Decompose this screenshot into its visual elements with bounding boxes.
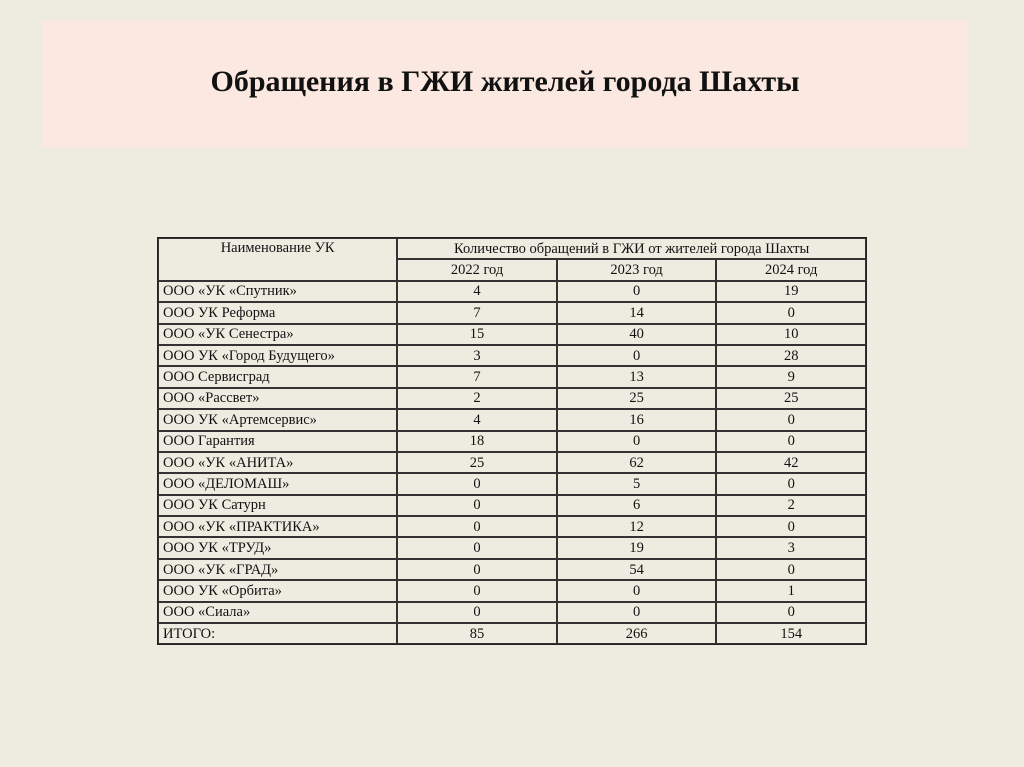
company-name: ООО Сервисград: [158, 366, 397, 387]
appeal-count: 25: [716, 388, 866, 409]
table-row: [158, 602, 866, 623]
table-row: [158, 516, 866, 537]
appeal-count: 14: [557, 302, 717, 323]
appeals-table: [157, 237, 867, 645]
appeal-count: 0: [557, 281, 717, 302]
company-name: ООО «УК Сенестра»: [158, 324, 397, 345]
appeal-count: 19: [716, 281, 866, 302]
table-row: [158, 473, 866, 494]
table-row: [158, 388, 866, 409]
table-row: [158, 345, 866, 366]
company-name: ООО УК «Артемсервис»: [158, 409, 397, 430]
company-name: ООО Гарантия: [158, 431, 397, 452]
appeal-count: 0: [557, 431, 717, 452]
appeal-count: 0: [397, 516, 557, 537]
company-name: ООО УК «Орбита»: [158, 580, 397, 601]
table-row: [158, 537, 866, 558]
appeal-count: 25: [397, 452, 557, 473]
table-row: [158, 452, 866, 473]
table-row: [158, 324, 866, 345]
appeal-count: 54: [557, 559, 717, 580]
appeal-count: 0: [557, 580, 717, 601]
company-name: ООО УК Сатурн: [158, 495, 397, 516]
slide-title: Обращения в ГЖИ жителей города Шахты: [210, 65, 800, 98]
header-year: 2023 год: [557, 259, 717, 280]
appeal-count: 19: [557, 537, 717, 558]
table-row: [158, 409, 866, 430]
appeal-count: 16: [557, 409, 717, 430]
appeal-count: 266: [557, 623, 717, 644]
appeal-count: 6: [557, 495, 717, 516]
table-row: [158, 366, 866, 387]
appeal-count: 0: [397, 602, 557, 623]
company-name: ООО «УК «Спутник»: [158, 281, 397, 302]
appeal-count: 3: [716, 537, 866, 558]
appeal-count: 0: [716, 516, 866, 537]
appeal-count: 40: [557, 324, 717, 345]
appeal-count: 9: [716, 366, 866, 387]
appeal-count: 0: [397, 473, 557, 494]
table-row: [158, 281, 866, 302]
appeal-count: 28: [716, 345, 866, 366]
appeal-count: 0: [557, 602, 717, 623]
appeal-count: 12: [557, 516, 717, 537]
table-row: [158, 495, 866, 516]
appeal-count: 1: [716, 580, 866, 601]
appeal-count: 15: [397, 324, 557, 345]
company-name: ООО «УК «АНИТА»: [158, 452, 397, 473]
company-name: ООО «Сиала»: [158, 602, 397, 623]
appeal-count: 0: [557, 345, 717, 366]
appeal-count: 7: [397, 302, 557, 323]
appeal-count: 0: [716, 409, 866, 430]
appeal-count: 7: [397, 366, 557, 387]
header-group: Количество обращений в ГЖИ от жителей города Шахты: [397, 238, 866, 259]
appeal-count: 0: [397, 559, 557, 580]
appeal-count: 2: [397, 388, 557, 409]
company-name: ООО УК «ТРУД»: [158, 537, 397, 558]
company-name: ООО «Рассвет»: [158, 388, 397, 409]
table-row: [158, 559, 866, 580]
company-name: ООО «УК «ГРАД»: [158, 559, 397, 580]
appeal-count: 0: [716, 602, 866, 623]
appeal-count: 0: [397, 580, 557, 601]
appeal-count: 0: [716, 431, 866, 452]
appeal-count: 42: [716, 452, 866, 473]
appeal-count: 154: [716, 623, 866, 644]
header-name: Наименование УК: [158, 238, 397, 281]
company-name: ООО УК «Город Будущего»: [158, 345, 397, 366]
header-row: [158, 238, 866, 259]
table-row: [158, 302, 866, 323]
appeal-count: 3: [397, 345, 557, 366]
appeal-count: 62: [557, 452, 717, 473]
header-year: 2024 год: [716, 259, 866, 280]
appeal-count: 18: [397, 431, 557, 452]
appeal-count: 0: [716, 473, 866, 494]
appeal-count: 25: [557, 388, 717, 409]
company-name: ИТОГО:: [158, 623, 397, 644]
title-band: [42, 20, 968, 148]
appeal-count: 0: [716, 302, 866, 323]
appeal-count: 4: [397, 409, 557, 430]
company-name: ООО «УК «ПРАКТИКА»: [158, 516, 397, 537]
appeal-count: 13: [557, 366, 717, 387]
table-row: [158, 431, 866, 452]
appeal-count: 2: [716, 495, 866, 516]
appeal-count: 4: [397, 281, 557, 302]
appeal-count: 10: [716, 324, 866, 345]
company-name: ООО «ДЕЛОМАШ»: [158, 473, 397, 494]
company-name: ООО УК Реформа: [158, 302, 397, 323]
total-row: [158, 623, 866, 644]
appeal-count: 0: [397, 537, 557, 558]
header-year: 2022 год: [397, 259, 557, 280]
table-row: [158, 580, 866, 601]
appeal-count: 5: [557, 473, 717, 494]
appeal-count: 85: [397, 623, 557, 644]
appeal-count: 0: [716, 559, 866, 580]
appeal-count: 0: [397, 495, 557, 516]
